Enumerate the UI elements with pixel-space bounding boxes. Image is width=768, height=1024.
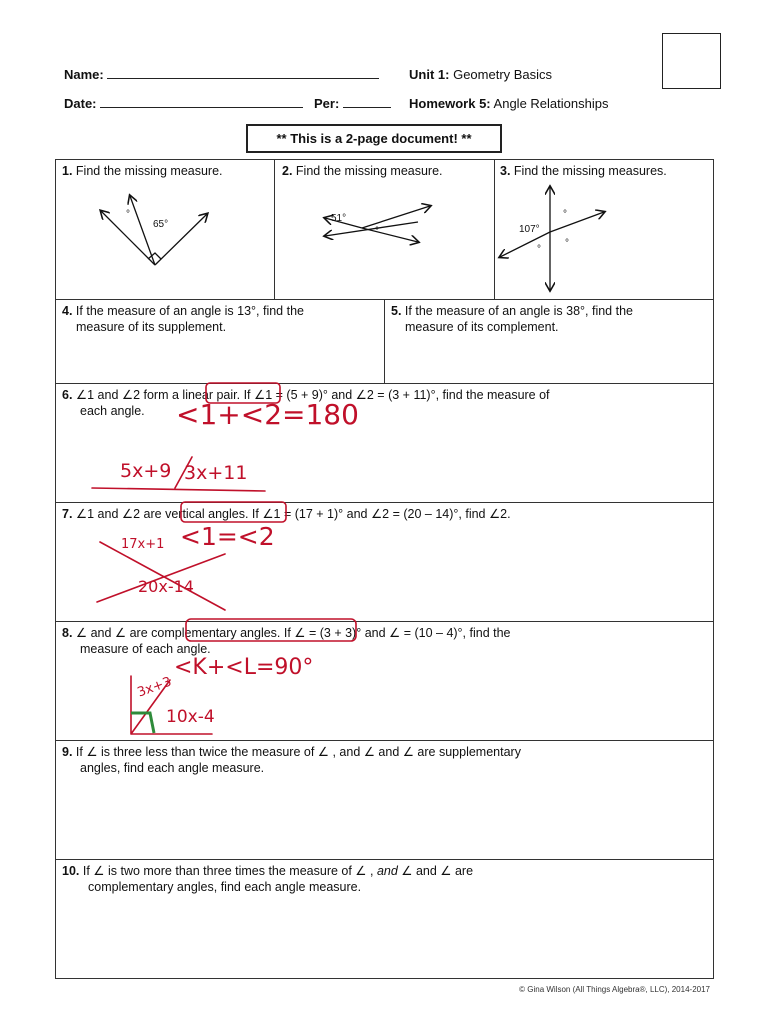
problem-7-handwritten-b: 20x-14 [138, 577, 194, 596]
unit-title: Geometry Basics [453, 67, 553, 82]
problem-8-text-a: ∠ and ∠ are [75, 626, 148, 640]
problem-2-number: 2. [282, 164, 293, 178]
problem-10-number: 10. [62, 864, 80, 878]
problem-1-angle-label: 65° [153, 219, 169, 230]
problem-4-text: If the measure of an angle is 13°, find the [75, 304, 304, 318]
problem-1-figure [101, 196, 207, 265]
problem-6-handwritten-equation: <1+<2=180 [176, 398, 359, 431]
per-label: Per: [313, 96, 340, 111]
problem-1-text: Find the missing measure. [75, 164, 223, 178]
problem-3-number: 3. [500, 164, 511, 178]
problem-8-handwritten-b: 10x-4 [166, 707, 215, 727]
problem-2-text: Find the missing measure. [295, 164, 443, 178]
problem-8-boxed-term: complementary angles. [151, 626, 281, 640]
problem-2-angle-label: 51° [331, 213, 347, 224]
problem-10-text-b: ∠ and ∠ are [401, 864, 474, 878]
problem-7-text-b: If ∠1 = (17 + 1)° and ∠2 = (20 – 14)°, find ∠2. [248, 507, 511, 521]
problem-8-handwritten-a: 3x+3 [135, 674, 174, 701]
problem-10-text-2: complementary angles, find each angle measure. [88, 880, 362, 894]
problem-7-number: 7. [62, 507, 73, 521]
date-label: Date: [64, 96, 97, 111]
problem-1-number: 1. [62, 164, 73, 178]
problem-8-number: 8. [62, 626, 73, 640]
problem-4-number: 4. [62, 304, 73, 318]
problem-5-text-2: measure of its complement. [405, 320, 559, 334]
problem-2-unknown-mark: ° [375, 226, 379, 237]
problem-5-number: 5. [391, 304, 402, 318]
problem-7-handwritten-equation: <1=<2 [180, 522, 275, 551]
problem-7-handwritten-a: 17x+1 [121, 537, 165, 552]
problem-3-text: Find the missing measures. [513, 164, 667, 178]
problem-6-text-2: each angle. [80, 404, 145, 418]
problem-4-text-2: measure of its supplement. [76, 320, 227, 334]
problem-5-text: If the measure of an angle is 38°, find the [404, 304, 633, 318]
problem-6-text-a: ∠1 and ∠2 form a [75, 388, 179, 402]
problem-9-text: If ∠ is three less than twice the measure of ∠ , and ∠ and ∠ are supplementary [75, 745, 521, 759]
problem-3-figure [500, 187, 604, 290]
homework-title: Angle Relationships [493, 96, 609, 111]
problem-10-text-a: If ∠ is two more than three times the measure of ∠ , [82, 864, 374, 878]
problem-3-unknown-mark-3: ° [537, 244, 541, 255]
problem-8-text-2: measure of each angle. [80, 642, 211, 656]
problem-6-text-b: If ∠1 = (5 + 9)° and ∠2 = (3 + 11)°, find the measure of [240, 388, 550, 402]
problem-6-handwritten-b: 3x+11 [184, 462, 248, 484]
problem-9-number: 9. [62, 745, 73, 759]
problem-9-text-2: angles, find each angle measure. [80, 761, 265, 775]
problem-3-unknown-mark-2: ° [565, 238, 569, 249]
unit-label: Unit 1: [409, 67, 450, 82]
problem-8-text-b: If ∠ = (3 + 3)° and ∠ = (10 – 4)°, find the [280, 626, 511, 640]
problem-6-handwritten-a: 5x+9 [120, 460, 172, 482]
problem-1-unknown-mark: ° [126, 209, 130, 220]
problem-3-angle-label: 107° [519, 224, 540, 235]
problem-8-boxed-circle [186, 619, 356, 641]
problem-7-vertical-angles-sketch [97, 542, 225, 610]
problem-7-text-a: ∠1 and ∠2 are [75, 507, 162, 521]
problem-10-italic: and [373, 864, 402, 878]
homework-label: Homework 5: [409, 96, 491, 111]
copyright-footer: © Gina Wilson (All Things Algebra®, LLC), 2014-2017 [519, 985, 710, 994]
problem-6-boxed-term: linear pair. [182, 388, 241, 402]
name-label: Name: [64, 67, 104, 82]
problem-7-boxed-circle [181, 502, 286, 522]
two-page-notice: ** This is a 2-page document! ** [246, 124, 502, 153]
problem-6-number: 6. [62, 388, 73, 402]
problem-8-handwritten-equation: <K+<L=90° [174, 655, 314, 680]
problem-7-boxed-term: vertical angles. [165, 507, 249, 521]
problem-3-unknown-mark-1: ° [563, 209, 567, 220]
